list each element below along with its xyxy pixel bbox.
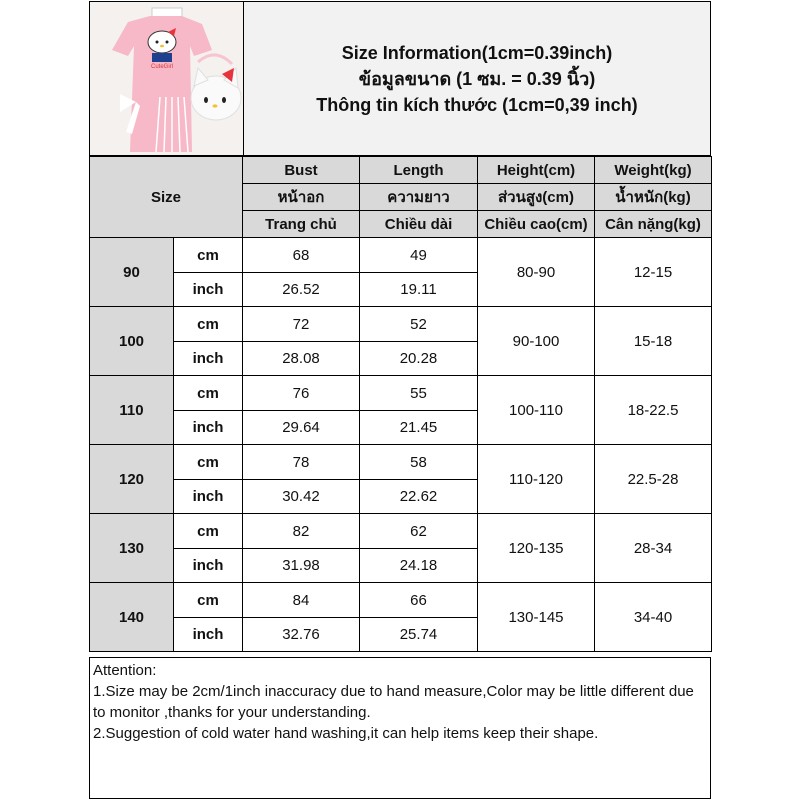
weight-range: 34-40 — [595, 583, 712, 652]
length-inch: 22.62 — [360, 480, 478, 514]
col-weight-th: น้ำหนัก(kg) — [595, 184, 712, 211]
length-cm: 62 — [360, 514, 478, 549]
unit-inch: inch — [174, 342, 243, 376]
col-bust-en: Bust — [243, 157, 360, 184]
notes-line-2: 2.Suggestion of cold water hand washing,it can help items keep their shape. — [93, 725, 599, 742]
size-cell: 90 — [90, 238, 174, 307]
unit-inch: inch — [174, 480, 243, 514]
col-bust-th: หน้าอก — [243, 184, 360, 211]
header-line-th: ข้อมูลขนาด (1 ซม. = 0.39 นิ้ว) — [358, 68, 596, 89]
height-range: 100-110 — [478, 376, 595, 445]
product-photo — [90, 2, 244, 155]
unit-inch: inch — [174, 273, 243, 307]
size-cell: 110 — [90, 376, 174, 445]
bust-inch: 30.42 — [243, 480, 360, 514]
unit-cm: cm — [174, 445, 243, 480]
attention-notes — [89, 657, 711, 799]
length-cm: 58 — [360, 445, 478, 480]
bust-inch: 32.76 — [243, 618, 360, 652]
unit-inch: inch — [174, 549, 243, 583]
length-inch: 21.45 — [360, 411, 478, 445]
bust-inch: 28.08 — [243, 342, 360, 376]
col-length-vi: Chiều dài — [360, 211, 478, 238]
weight-range: 15-18 — [595, 307, 712, 376]
bust-inch: 29.64 — [243, 411, 360, 445]
unit-inch: inch — [174, 618, 243, 652]
col-height-th: ส่วนสูง(cm) — [478, 184, 595, 211]
unit-cm: cm — [174, 583, 243, 618]
col-weight-en: Weight(kg) — [595, 157, 712, 184]
bust-inch: 31.98 — [243, 549, 360, 583]
notes-title: Attention: — [93, 662, 157, 679]
length-cm: 55 — [360, 376, 478, 411]
notes-line-1: 1.Size may be 2cm/1inch inaccuracy due to hand measure,Color may be little different due to monitor ,thanks for your understanding. — [93, 683, 694, 721]
length-inch: 19.11 — [360, 273, 478, 307]
length-inch: 25.74 — [360, 618, 478, 652]
col-bust-vi: Trang chủ — [243, 211, 360, 238]
length-cm: 49 — [360, 238, 478, 273]
header-line-vi: Thông tin kích thước (1cm=0,39 inch) — [316, 94, 638, 115]
bust-cm: 78 — [243, 445, 360, 480]
size-cell: 140 — [90, 583, 174, 652]
size-cell: 100 — [90, 307, 174, 376]
height-range: 130-145 — [478, 583, 595, 652]
unit-cm: cm — [174, 307, 243, 342]
height-range: 120-135 — [478, 514, 595, 583]
col-weight-vi: Cân nặng(kg) — [595, 211, 712, 238]
size-info-text — [244, 2, 710, 155]
height-range: 80-90 — [478, 238, 595, 307]
unit-inch: inch — [174, 411, 243, 445]
height-range: 90-100 — [478, 307, 595, 376]
bust-cm: 84 — [243, 583, 360, 618]
bust-cm: 76 — [243, 376, 360, 411]
bust-inch: 26.52 — [243, 273, 360, 307]
size-cell: 120 — [90, 445, 174, 514]
unit-cm: cm — [174, 376, 243, 411]
bust-cm: 72 — [243, 307, 360, 342]
size-cell: 130 — [90, 514, 174, 583]
bust-cm: 82 — [243, 514, 360, 549]
length-cm: 52 — [360, 307, 478, 342]
col-length-th: ความยาว — [360, 184, 478, 211]
weight-range: 12-15 — [595, 238, 712, 307]
col-height-vi: Chiều cao(cm) — [478, 211, 595, 238]
unit-cm: cm — [174, 238, 243, 273]
weight-range: 18-22.5 — [595, 376, 712, 445]
unit-cm: cm — [174, 514, 243, 549]
col-height-en: Height(cm) — [478, 157, 595, 184]
height-range: 110-120 — [478, 445, 595, 514]
bust-cm: 68 — [243, 238, 360, 273]
length-inch: 20.28 — [360, 342, 478, 376]
size-chart-table — [89, 156, 712, 652]
weight-range: 22.5-28 — [595, 445, 712, 514]
weight-range: 28-34 — [595, 514, 712, 583]
kids-dress-with-cat-bag-photo — [90, 2, 243, 155]
header-line-en: Size Information(1cm=0.39inch) — [341, 42, 613, 63]
svg-text:CuteGirl: CuteGirl — [150, 64, 174, 70]
size-header: Size — [90, 157, 243, 238]
col-length-en: Length — [360, 157, 478, 184]
size-info-header — [89, 1, 711, 156]
length-inch: 24.18 — [360, 549, 478, 583]
length-cm: 66 — [360, 583, 478, 618]
